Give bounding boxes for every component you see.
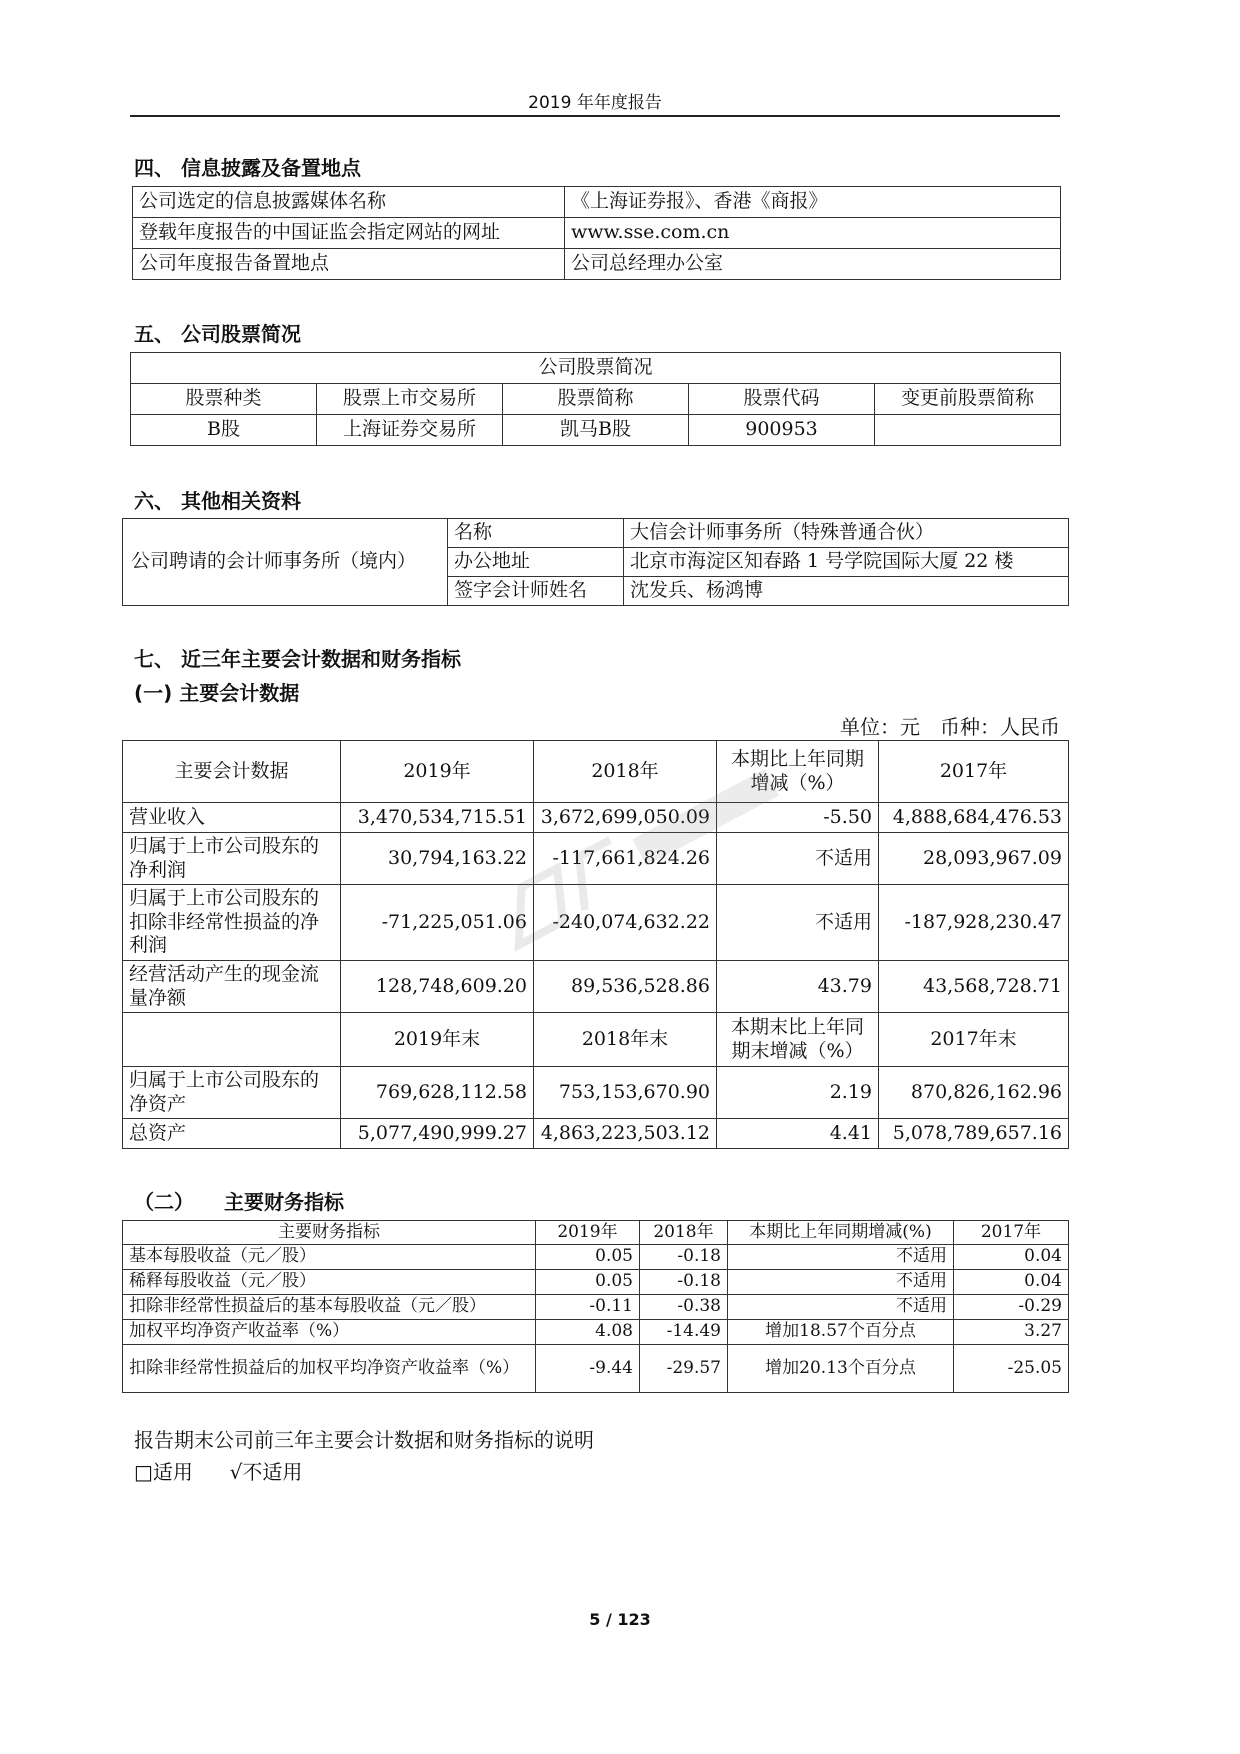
column-header: 股票简称 xyxy=(503,384,689,415)
table-cell: 3.27 xyxy=(954,1320,1069,1345)
table-cell: -240,074,632.22 xyxy=(534,885,717,961)
column-header: 2017年 xyxy=(879,741,1069,803)
table-cell: -29.57 xyxy=(640,1345,728,1393)
section-4-title: 四、 信息披露及备置地点 xyxy=(134,156,361,180)
table-cell: 128,748,609.20 xyxy=(341,961,534,1013)
table-cell: 公司总经理办公室 xyxy=(565,249,1061,280)
table-cell: -187,928,230.47 xyxy=(879,885,1069,961)
table-cell: 0.04 xyxy=(954,1270,1069,1295)
page-number: 5 / 123 xyxy=(589,1610,651,1629)
table-cell: 不适用 xyxy=(728,1245,954,1270)
header-divider xyxy=(130,115,1060,117)
auditor-table xyxy=(122,518,1069,606)
table-cell: 名称 xyxy=(448,519,624,548)
financial-indicators-table xyxy=(122,1220,1069,1393)
table-cell xyxy=(875,415,1061,446)
table-cell: 大信会计师事务所（特殊普通合伙） xyxy=(624,519,1069,548)
option-not-applicable: √不适用 xyxy=(229,1460,303,1484)
row-label: 归属于上市公司股东的净资产 xyxy=(123,1067,341,1119)
table-cell: -9.44 xyxy=(536,1345,640,1393)
table-cell: 3,470,534,715.51 xyxy=(341,803,534,833)
table-cell: 5,077,490,999.27 xyxy=(341,1119,534,1149)
row-label: 营业收入 xyxy=(123,803,341,833)
table-cell: 753,153,670.90 xyxy=(534,1067,717,1119)
table-cell: 0.05 xyxy=(536,1245,640,1270)
table-cell: www.sse.com.cn xyxy=(565,218,1061,249)
column-header xyxy=(123,1013,341,1067)
table-cell: 43,568,728.71 xyxy=(879,961,1069,1013)
column-header: 主要财务指标 xyxy=(123,1221,536,1245)
table-cell: 增加20.13个百分点 xyxy=(728,1345,954,1393)
table-cell: 30,794,163.22 xyxy=(341,833,534,885)
table-cell: 公司年度报告备置地点 xyxy=(133,249,565,280)
column-header: 2018年 xyxy=(534,741,717,803)
subsection-2-title: （二） 主要财务指标 xyxy=(134,1190,344,1214)
table-cell: 769,628,112.58 xyxy=(341,1067,534,1119)
table-cell: 不适用 xyxy=(717,833,879,885)
table-cell: -0.18 xyxy=(640,1245,728,1270)
table-cell: 不适用 xyxy=(728,1270,954,1295)
table-cell: 沈发兵、杨鸿博 xyxy=(624,577,1069,606)
table-cell: -5.50 xyxy=(717,803,879,833)
table-cell: 4,863,223,503.12 xyxy=(534,1119,717,1149)
row-label: 经营活动产生的现金流量净额 xyxy=(123,961,341,1013)
column-header: 2018年 xyxy=(640,1221,728,1245)
table-cell: -0.38 xyxy=(640,1295,728,1320)
table-cell: -117,661,824.26 xyxy=(534,833,717,885)
table-cell: 28,093,967.09 xyxy=(879,833,1069,885)
table-cell: 0.04 xyxy=(954,1245,1069,1270)
column-header: 2019年 xyxy=(341,741,534,803)
row-label: 总资产 xyxy=(123,1119,341,1149)
table-cell: 上海证券交易所 xyxy=(317,415,503,446)
explanation-note: 报告期末公司前三年主要会计数据和财务指标的说明 xyxy=(134,1428,594,1452)
applicability-options xyxy=(134,1456,302,1485)
table-cell: 登载年度报告的中国证监会指定网站的网址 xyxy=(133,218,565,249)
column-header: 2018年末 xyxy=(534,1013,717,1067)
column-header: 股票代码 xyxy=(689,384,875,415)
column-header: 2019年末 xyxy=(341,1013,534,1067)
table-cell: 900953 xyxy=(689,415,875,446)
table-cell: B股 xyxy=(131,415,317,446)
table-cell: 办公地址 xyxy=(448,548,624,577)
table-cell: 4,888,684,476.53 xyxy=(879,803,1069,833)
row-label: 归属于上市公司股东的净利润 xyxy=(123,833,341,885)
table-cell: 4.08 xyxy=(536,1320,640,1345)
table-cell: -71,225,051.06 xyxy=(341,885,534,961)
table-cell: 89,536,528.86 xyxy=(534,961,717,1013)
column-header: 主要会计数据 xyxy=(123,741,341,803)
section-6-title: 六、 其他相关资料 xyxy=(134,489,301,513)
table-cell: 凯马B股 xyxy=(503,415,689,446)
table-cell: -25.05 xyxy=(954,1345,1069,1393)
column-header: 本期末比上年同期末增减（%） xyxy=(717,1013,879,1067)
table-cell: 北京市海淀区知春路 1 号学院国际大厦 22 楼 xyxy=(624,548,1069,577)
table-cell: 5,078,789,657.16 xyxy=(879,1119,1069,1149)
page-header-title: 2019 年年度报告 xyxy=(528,93,662,113)
table-cell: 870,826,162.96 xyxy=(879,1067,1069,1119)
column-header: 2017年 xyxy=(954,1221,1069,1245)
table-cell: 不适用 xyxy=(717,885,879,961)
table-cell: 0.05 xyxy=(536,1270,640,1295)
auditor-label: 公司聘请的会计师事务所（境内） xyxy=(123,519,448,606)
disclosure-table xyxy=(132,186,1061,280)
table-cell: 3,672,699,050.09 xyxy=(534,803,717,833)
section-5-title: 五、 公司股票简况 xyxy=(134,322,301,346)
column-header: 2019年 xyxy=(536,1221,640,1245)
table-cell: -0.11 xyxy=(536,1295,640,1320)
table-cell: 43.79 xyxy=(717,961,879,1013)
section-7-title: 七、 近三年主要会计数据和财务指标 xyxy=(134,647,461,671)
table-cell: 2.19 xyxy=(717,1067,879,1119)
column-header: 变更前股票简称 xyxy=(875,384,1061,415)
accounting-data-table xyxy=(122,740,1069,1149)
table-cell: -0.18 xyxy=(640,1270,728,1295)
row-label: 基本每股收益（元／股） xyxy=(123,1245,536,1270)
table-cell: -14.49 xyxy=(640,1320,728,1345)
subsection-1-title: (一) 主要会计数据 xyxy=(134,681,300,705)
row-label: 稀释每股收益（元／股） xyxy=(123,1270,536,1295)
table-cell: 4.41 xyxy=(717,1119,879,1149)
column-header: 本期比上年同期增减（%） xyxy=(717,741,879,803)
row-label: 扣除非经常性损益后的基本每股收益（元／股） xyxy=(123,1295,536,1320)
column-header: 股票上市交易所 xyxy=(317,384,503,415)
column-header: 本期比上年同期增减(%) xyxy=(728,1221,954,1245)
table-cell: 公司选定的信息披露媒体名称 xyxy=(133,187,565,218)
row-label: 归属于上市公司股东的扣除非经常性损益的净利润 xyxy=(123,885,341,961)
row-label: 扣除非经常性损益后的加权平均净资产收益率（%） xyxy=(123,1345,536,1393)
table-cell: 增加18.57个百分点 xyxy=(728,1320,954,1345)
table-cell: 签字会计师姓名 xyxy=(448,577,624,606)
table-cell: 不适用 xyxy=(728,1295,954,1320)
stock-table-caption: 公司股票简况 xyxy=(131,353,1061,384)
unit-currency-note: 单位：元 币种：人民币 xyxy=(840,715,1060,739)
column-header: 股票种类 xyxy=(131,384,317,415)
option-applicable: □适用 xyxy=(134,1460,193,1484)
column-header: 2017年末 xyxy=(879,1013,1069,1067)
row-label: 加权平均净资产收益率（%） xyxy=(123,1320,536,1345)
table-cell: 《上海证券报》、香港《商报》 xyxy=(565,187,1061,218)
table-cell: -0.29 xyxy=(954,1295,1069,1320)
stock-table xyxy=(130,352,1061,446)
